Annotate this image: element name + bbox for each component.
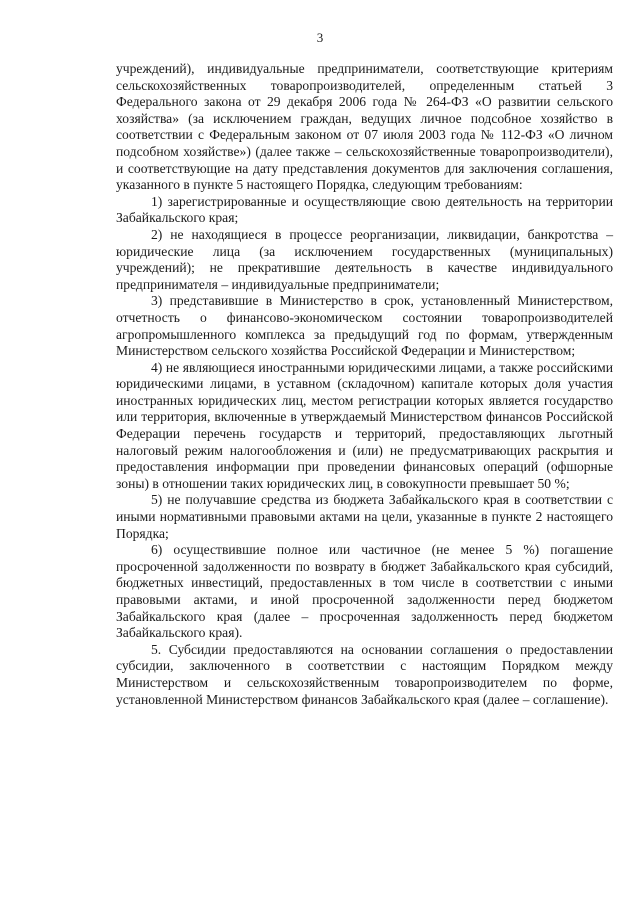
- paragraph-clause-5: 5. Субсидии предоставляются на основании соглашения о предоставлении субсидии, заключенного в соответствии с настоящим Порядком между Министерством и сельскохозяйственным товаропроизводителем по форме, установленной Министерством финансов Забайкальского края (далее – соглашение).: [116, 641, 613, 707]
- page-number: 3: [316, 30, 324, 45]
- paragraph-requirement-4: 4) не являющиеся иностранными юридическими лицами, а также российскими юридическими лицами, в уставном (складочном) капитале которых доля участия иностранных юридических лиц, местом регистрации которых является государство или территория, включенные в утверждаемый Министерством финансов Российской Федерации перечень государств и территорий, предоставляющих льготный налоговый режим налогообложения и (или) не предусматривающих раскрытия и предоставления информации при проведении финансовых операций (офшорные зоны) в отношении таких юридических лиц, в совокупности превышает 50 %;: [116, 359, 613, 491]
- paragraph-requirement-6: 6) осуществившие полное или частичное (не менее 5 %) погашение просроченной задолженности по возврату в бюджет Забайкальского края субсидий, бюджетных инвестиций, предоставленных в том числе в соответствии с иными правовыми актами, и иной просроченной задолженности перед бюджетом Забайкальского края (далее – просроченная задолженность перед бюджетом Забайкальского края).: [116, 542, 613, 641]
- paragraph-requirement-3: 3) представившие в Министерство в срок, установленный Министерством, отчетность о финансово-экономическом состоянии товаропроизводителей агропромышленного комплекса за предыдущий год по формам, утвержденным Министерством сельского хозяйства Российской Федерации и Министерством;: [116, 293, 613, 359]
- paragraph-requirement-1: 1) зарегистрированные и осуществляющие свою деятельность на территории Забайкальского края;: [116, 193, 613, 226]
- paragraph-requirement-5: 5) не получавшие средства из бюджета Забайкальского края в соответствии с иными нормативными правовыми актами на цели, указанные в пункте 2 настоящего Порядка;: [116, 492, 613, 541]
- paragraph-requirement-2: 2) не находящиеся в процессе реорганизации, ликвидации, банкротства – юридические лица (за исключением государственных (муниципальных) учреждений); не прекратившие деятельность в качестве индивидуального предпринимателя – индивидуальные предприниматели;: [116, 226, 613, 292]
- document-body: [116, 61, 613, 708]
- paragraph-continuation: учреждений), индивидуальные предприниматели, соответствующие критериям сельскохозяйственных товаропроизводителей, определенным статьей 3 Федерального закона от 29 декабря 2006 года № 264-ФЗ «О развитии сельского хозяйства» (за исключением граждан, ведущих личное подсобное хозяйство в соответствии с Федеральным законом от 07 июля 2003 года № 112-ФЗ «О личном подсобном хозяйстве») (далее также – сельскохозяйственные товаропроизводители), и соответствующие на дату представления документов для заключения соглашения, указанного в пункте 5 настоящего Порядка, следующим требованиям:: [116, 61, 613, 193]
